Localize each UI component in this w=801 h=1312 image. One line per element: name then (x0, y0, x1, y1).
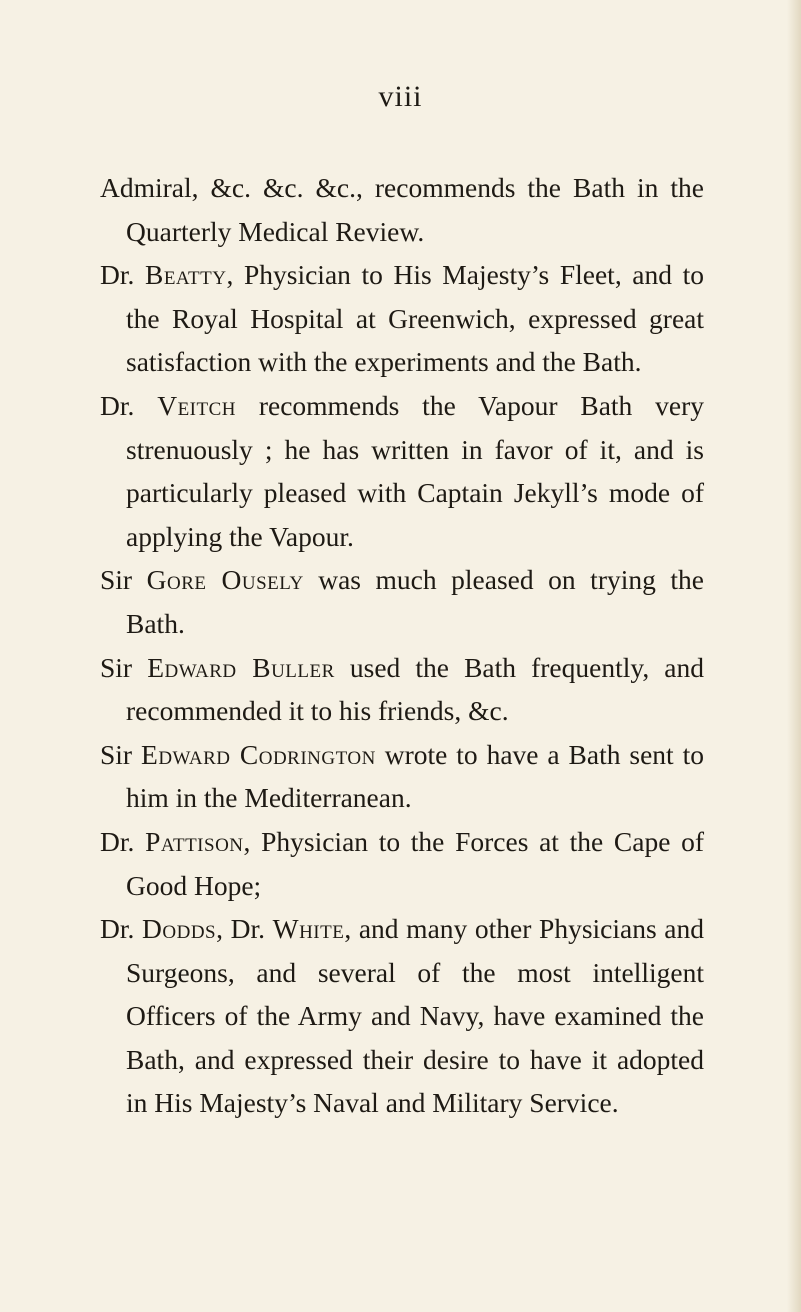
entry-text: used the Bath frequently, and recommended it to his friends, &c. (126, 651, 704, 727)
entry-text: was much pleased on trying the Bath. (126, 564, 704, 639)
entry-pattison (100, 820, 704, 907)
entry-text-second: , and many other Physicians and Surgeons, and several of the most intelligent Officers of the Army and Navy, have examined the Bath, and expressed their desire to have it adopted in His Majesty’s Naval and Military Service. (126, 913, 705, 1119)
entry-name: Edward Buller (147, 651, 335, 683)
entry-title: Dr. (100, 825, 135, 857)
entry-text: , Physician to the Forces at the Cape of Good Hope; (126, 825, 704, 901)
entry-beatty (100, 253, 704, 384)
entry-gore-ousely (100, 558, 704, 645)
entry-edward-buller (100, 646, 704, 733)
entry-name-second: White (272, 913, 345, 945)
entry-name: Dodds (142, 913, 217, 945)
entry-text: wrote to have a Bath sent to him in the Mediterranean. (126, 738, 704, 814)
entry-dodds-white (100, 907, 704, 1125)
entry-name: Beatty (144, 259, 227, 291)
entry-text: recommends the Vapour Bath very strenuously ; he has written in favor of it, and is particularly pleased with Captain Jekyll’s mode of applying the Vapour. (126, 389, 705, 552)
entry-edward-codrington (100, 733, 704, 820)
page-edge-shadow (787, 0, 801, 1312)
entry-title: Dr. (100, 259, 135, 291)
entry-name: Gore Ousely (146, 564, 304, 596)
entry-admiral (100, 166, 704, 253)
entry-name: Pattison (145, 825, 244, 857)
entry-text: , Physician to His Majesty’s Fleet, and to the Royal Hospital at Greenwich, expressed great satisfaction with the experiments and the Bath. (126, 259, 704, 378)
entry-title: Dr. (100, 389, 135, 421)
page-body (100, 166, 704, 1125)
page-number: viii (378, 80, 423, 113)
entry-title: Sir (100, 738, 133, 770)
entry-text: , Dr. (216, 913, 273, 945)
entry-name: Edward Codrington (141, 738, 376, 770)
entry-text: Admiral, &c. &c. &c., recommends the Bath in the Quarterly Medical Review. (100, 172, 704, 247)
entry-veitch (100, 384, 704, 558)
entry-title: Sir (100, 564, 133, 596)
entry-name: Veitch (157, 389, 237, 421)
entry-title: Sir (100, 651, 133, 683)
entry-title: Dr. (100, 913, 135, 945)
